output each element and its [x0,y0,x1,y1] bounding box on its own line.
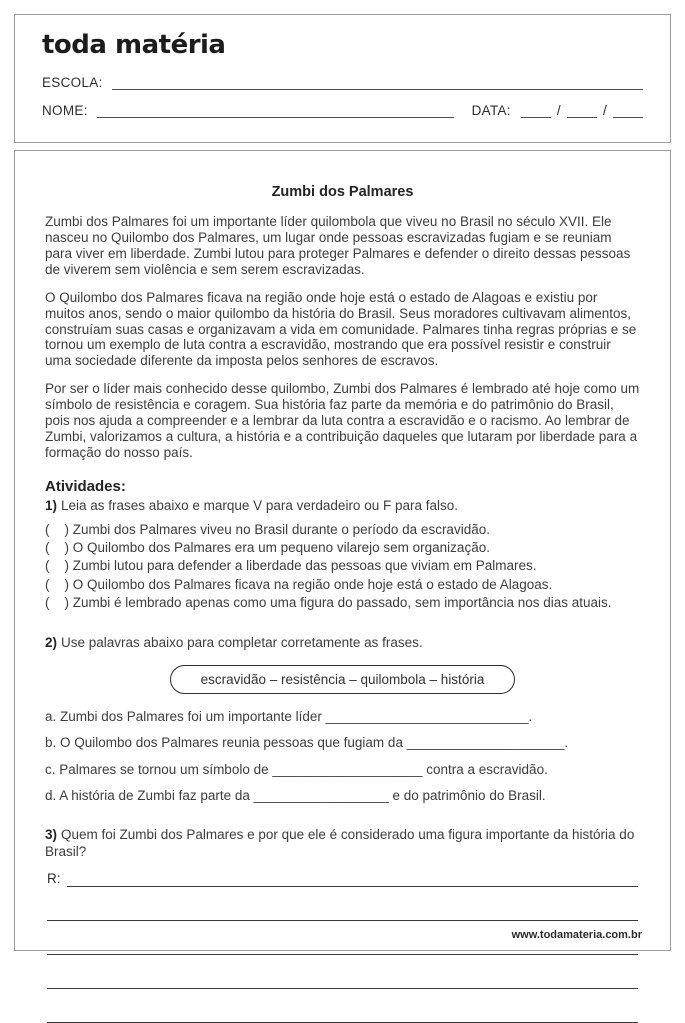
school-fill-line [112,75,643,90]
reading-paragraph: Por ser o líder mais conhecido desse quilombo, Zumbi dos Palmares é lembrado até hoje como um símbolo de resistência e coragem. Sua história faz parte da memória e do patrimônio do Brasil, pois nos ajuda a compreender e a lembrar da luta contra a escravidão e o racismo. Ao lembrar de Zumbi, valorizamos a cultura, a história e a contribuição daqueles que lutaram por liberdade para a formação do nosso país. [45,381,640,460]
date-month-blank [567,103,597,118]
question-3 [45,827,640,1023]
answer-rule [47,906,638,921]
word-bank: escravidão – resistência – quilombola – história [170,665,516,694]
answer-rule [47,940,638,955]
toda-materia-logo: toda matéria [42,30,226,60]
question-3-prompt: 3) Quem foi Zumbi dos Palmares e por que ele é considerado uma figura importante da história do Brasil? [45,827,635,860]
reading-paragraph: O Quilombo dos Palmares ficava na região onde hoje está o estado de Alagoas e existiu por muitos anos, sendo o maior quilombo da história do Brasil. Seus moradores cultivavam alimentos, construíam suas casas e organizavam a vida em comunidade. Palmares tinha regras próprias e se tornou um exemplo de luta contra a escravidão, mostrando que era possível resistir e construir uma sociedade diferente da imposta pelos senhores de escravos. [45,289,637,369]
fill-in-item: a. Zumbi dos Palmares foi um importante líder ___________________________. [45,708,533,724]
fill-in-item: d. A história de Zumbi faz parte da __________________ e do patrimônio do Brasil. [45,788,546,804]
date-day-blank [521,103,551,118]
question-1 [45,498,640,611]
answer-line-first [47,871,638,887]
question-1-prompt: 1) Leia as frases abaixo e marque V para verdadeiro ou F para falso. [45,497,458,513]
question-3-number: 3) [45,827,58,843]
date-label: DATA: [471,103,511,118]
reading-paragraph: Zumbi dos Palmares foi um importante líder quilombola que viveu no Brasil no século XVII. Ele nasceu no Quilombo dos Palmares, um lugar onde pessoas escravizadas fugiam e se reuniam para viver em liberdade. Zumbi lutou para proteger Palmares e defender o direito dessas pessoas de viverem sem violência e sem serem escravizadas. [45,214,631,277]
answer-rule [47,1008,638,1023]
answer-rule [47,974,638,989]
answer-rule [67,872,639,887]
true-false-item: ( ) Zumbi é lembrado apenas como uma figura do passado, sem importância nos dias atuais. [45,594,612,610]
name-label: NOME: [42,103,88,118]
name-date-row [42,103,643,118]
header [14,14,671,143]
true-false-item: ( ) Zumbi lutou para defender a liberdade das pessoas que viviam em Palmares. [45,558,537,574]
true-false-item: ( ) O Quilombo dos Palmares ficava na região onde hoje está o estado de Alagoas. [45,576,553,592]
true-false-list [45,521,640,611]
word-bank-wrap [45,665,640,694]
school-label: ESCOLA: [42,75,103,90]
true-false-item: ( ) Zumbi dos Palmares viveu no Brasil durante o período da escravidão. [45,521,490,537]
fill-in-item: c. Palmares se tornou um símbolo de ____________________ contra a escravidão. [45,761,548,777]
question-2-number: 2) [45,635,58,651]
answer-area [45,871,640,1023]
date-year-blank [613,103,643,118]
date-group [472,103,643,118]
site-url: www.todamateria.com.br [511,929,642,941]
worksheet-title: Zumbi dos Palmares [271,184,414,200]
school-field-row [42,75,643,90]
true-false-item: ( ) O Quilombo dos Palmares era um pequeno vilarejo sem organização. [45,540,490,556]
date-slash: / [556,103,561,118]
date-slash: / [602,103,607,118]
name-fill-line [97,103,454,118]
worksheet-body [14,150,671,951]
question-2-prompt: 2) Use palavras abaixo para completar corretamente as frases. [45,635,423,651]
answer-label: R: [47,871,61,887]
question-2 [45,635,640,803]
question-1-number: 1) [45,497,58,513]
fill-in-item: b. O Quilombo dos Palmares reunia pessoas que fugiam da _____________________. [45,735,569,751]
activities-heading: Atividades: [45,477,126,495]
